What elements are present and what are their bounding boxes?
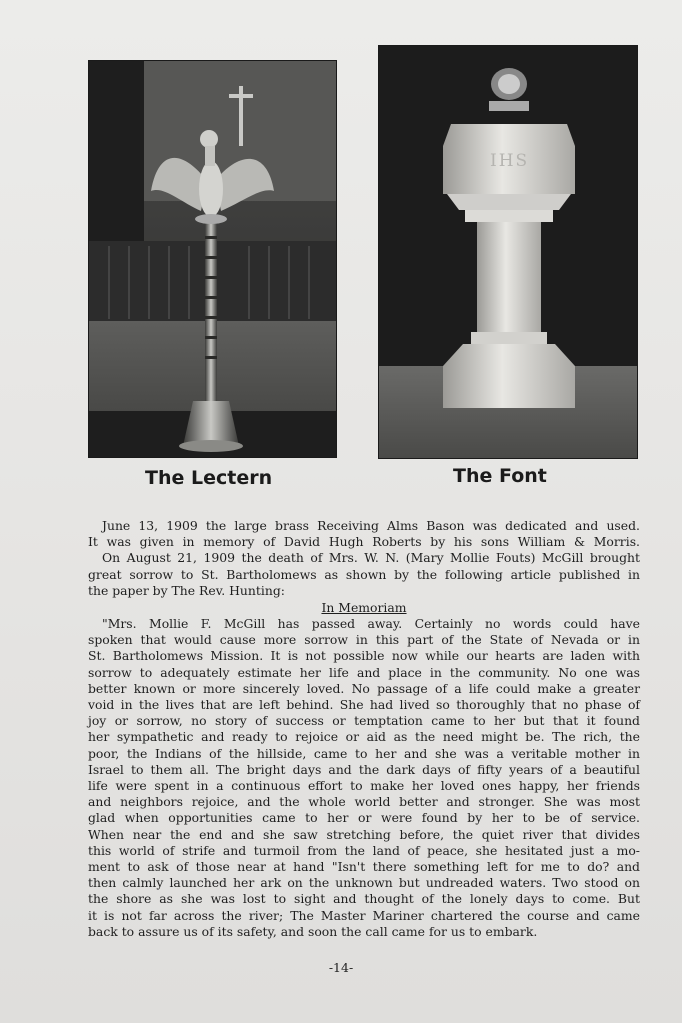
font-inscription: IHS	[490, 151, 530, 171]
text-line: great sorrow to St. Bartholomews as shown by the following article published in	[88, 566, 640, 582]
text-line: better known or more sincerely loved. No passage of a life could make a greater	[88, 680, 640, 696]
text-line: then calmly launched her ark on the unknown but undreaded waters. Two stood on	[88, 875, 640, 891]
text-line: void in the lives that are left behind. She had lived so thoroughly that no phase of	[88, 697, 640, 713]
text-line: sorrow to adequately estimate her life and place in the community. No one was	[88, 664, 640, 680]
text-line: the paper by The Rev. Hunting:	[88, 582, 285, 598]
memoriam-heading: In Memoriam	[321, 600, 407, 615]
font-caption: The Font	[453, 465, 547, 487]
lectern-photo	[88, 60, 337, 458]
text-line: this world of strife and turmoil from the land of peace, she hesitated just a mo-	[88, 842, 640, 858]
intro-paragraph	[88, 518, 640, 599]
text-line: Israel to them all. The bright days and the dark days of fifty years of a beautiful	[88, 761, 640, 777]
text-line: spoken that would cause more sorrow in this part of the State of Nevada or in	[88, 632, 640, 648]
text-line: and neighbors rejoice, and the whole world better and stronger. She was most	[88, 794, 640, 810]
text-line: back to assure us of its safety, and soon the call came for us to embark.	[88, 923, 538, 939]
text-line: life were spent in a continuous effort to make her loved ones happy, her friends	[88, 778, 640, 794]
text-line: "Mrs. Mollie F. McGill has passed away. Certainly no words could have	[102, 616, 640, 631]
text-line: the shore as she was lost to sight and thought of the lonely days to come. But	[88, 891, 640, 907]
text-line: When near the end and she saw stretching before, the quiet river that divides	[88, 826, 640, 842]
text-line: It was given in memory of David Hugh Roberts by his sons William & Morris.	[88, 534, 640, 550]
text-line: On August 21, 1909 the death of Mrs. W. N. (Mary Mollie Fouts) McGill brought	[102, 550, 640, 566]
text-line: ment to ask of those near at hand "Isn't there something left for me to do? and	[88, 859, 640, 875]
text-line: it is not far across the river; The Master Mariner chartered the course and came	[88, 907, 640, 923]
lectern-caption: The Lectern	[145, 467, 273, 489]
text-line: glad when opportunities came to her or were found by her to be of service.	[88, 810, 640, 826]
memoriam-paragraph	[88, 616, 640, 940]
text-line: June 13, 1909 the large brass Receiving Alms Bason was dedicated and used.	[102, 518, 640, 533]
text-line: her sympathetic and ready to rejoice or aid as the need might be. The rich, the	[88, 729, 640, 745]
text-line: joy or sorrow, no story of success or temptation came to her but that it found	[88, 713, 640, 729]
text-line: St. Bartholomews Mission. It is not possible now while our hearts are laden with	[88, 648, 640, 664]
text-line: poor, the Indians of the hillside, came to her and she was a veritable mother in	[88, 745, 640, 761]
page-number: -14-	[328, 960, 354, 975]
font-photo	[378, 45, 638, 459]
